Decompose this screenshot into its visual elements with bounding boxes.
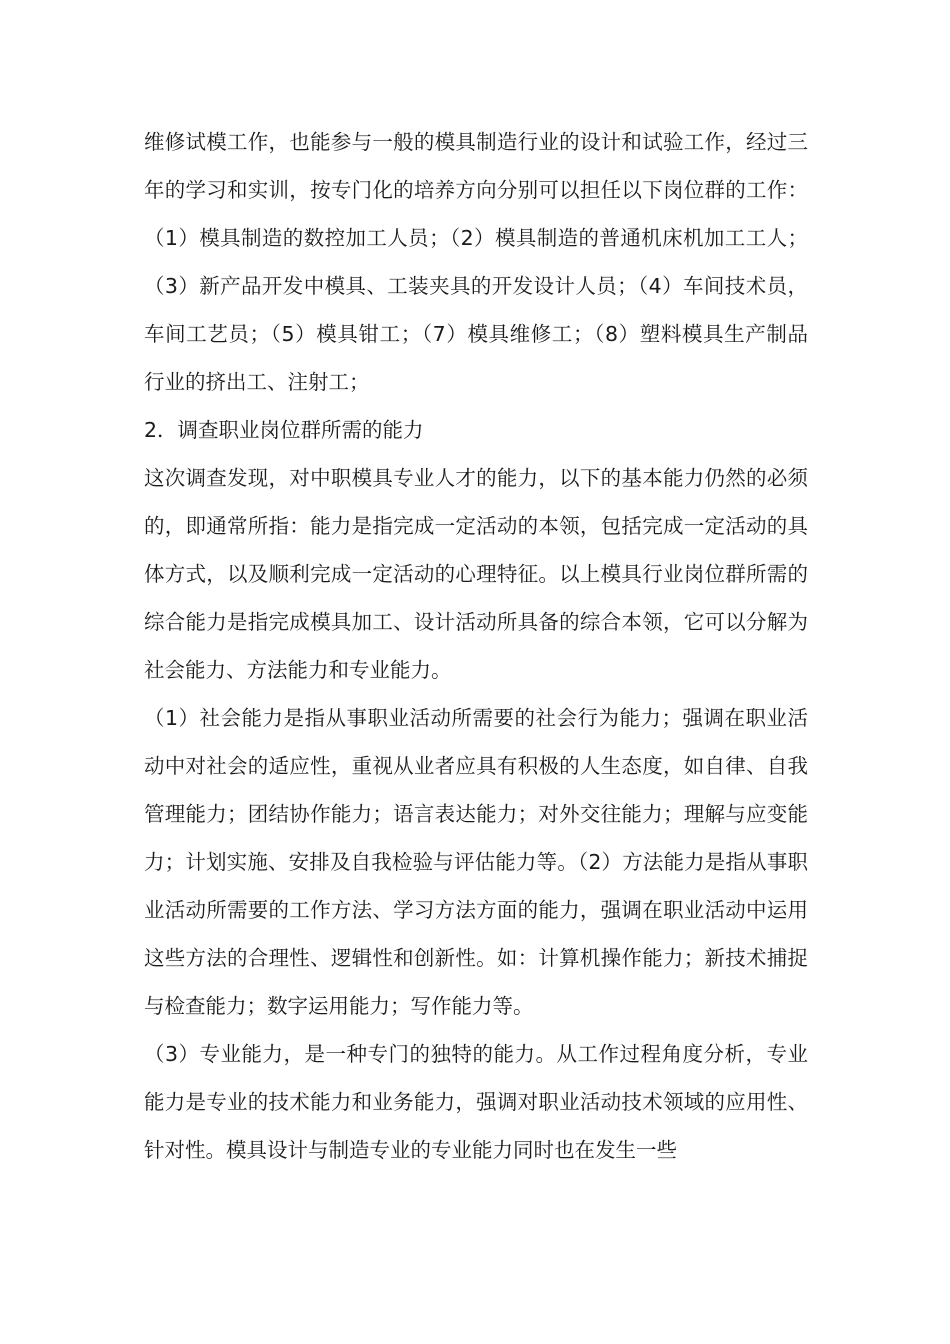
document-body [144,118,808,1174]
paragraph-professional-ability: （3）专业能力，是一种专门的独特的能力。从工作过程角度分析，专业能力是专业的技术能力和业务能力，强调对职业活动技术领域的应用性、针对性。模具设计与制造专业的专业能力同时也在发生一些 [144,1042,808,1162]
paragraph-job-positions: 维修试模工作，也能参与一般的模具制造行业的设计和试验工作，经过三年的学习和实训，按专门化的培养方向分别可以担任以下岗位群的工作：（1）模具制造的数控加工人员；（2）模具制造的普通机床机加工工人；（3）新产品开发中模具、工装夹具的开发设计人员；（4）车间技术员，车间工艺员；（5）模具钳工；（7）模具维修工；（8）塑料模具生产制品行业的挤出工、注射工； [144,130,808,394]
paragraph-social-method-ability: （1）社会能力是指从事职业活动所需要的社会行为能力；强调在职业活动中对社会的适应性，重视从业者应具有积极的人生态度，如自律、自我管理能力；团结协作能力；语言表达能力；对外交往能力；理解与应变能力；计划实施、安排及自我检验与评估能力等。（2）方法能力是指从事职业活动所需要的工作方法、学习方法方面的能力，强调在职业活动中运用这些方法的合理性、逻辑性和创新性。如：计算机操作能力；新技术捕捉与检查能力；数字运用能力；写作能力等。 [144,706,808,1018]
section-heading: 2．调查职业岗位群所需的能力 [144,418,424,442]
paragraph-abilities-intro: 这次调查发现，对中职模具专业人才的能力，以下的基本能力仍然的必须的，即通常所指：能力是指完成一定活动的本领，包括完成一定活动的具体方式，以及顺利完成一定活动的心理特征。以上模具行业岗位群所需的综合能力是指完成模具加工、设计活动所具备的综合本领，它可以分解为社会能力、方法能力和专业能力。 [144,466,808,682]
